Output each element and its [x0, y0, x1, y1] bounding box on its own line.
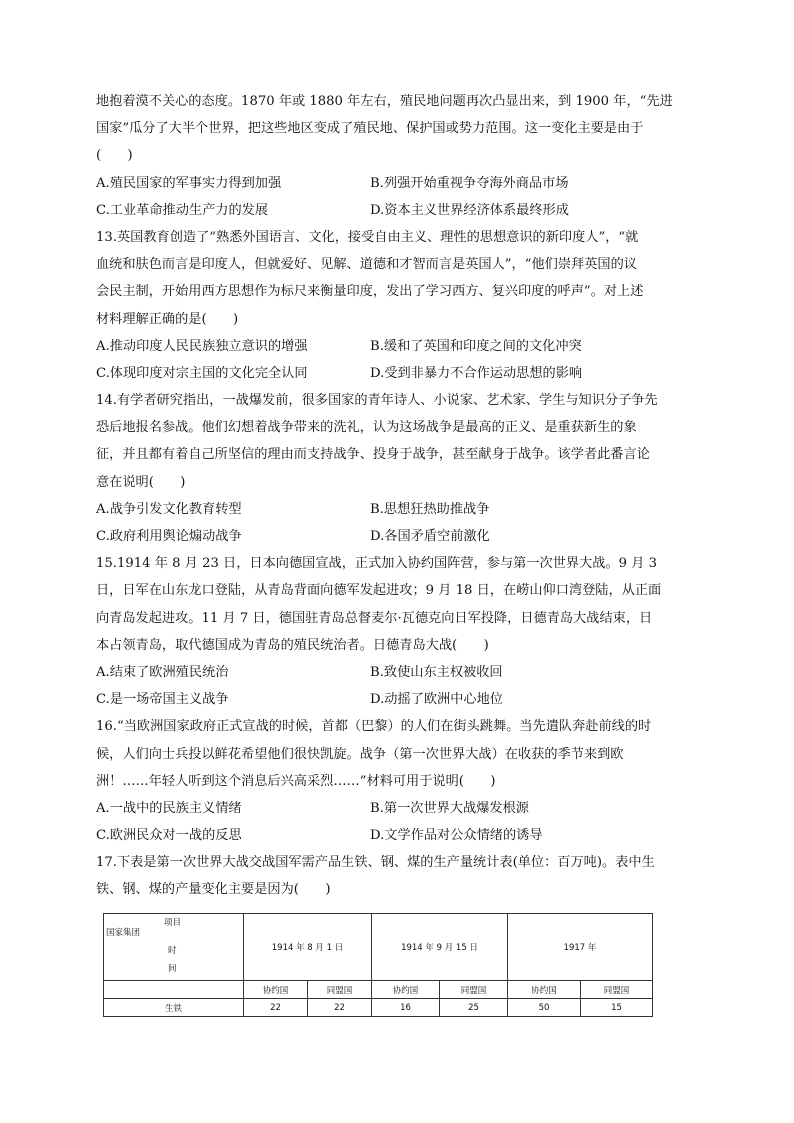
option-a[interactable]: A.战争引发文化教育转型 — [96, 501, 242, 517]
question-text-line: 洲！……年轻人听到这个消息后兴高采烈……”材料可用于说明( ) — [96, 773, 496, 789]
table-subheader: 协约国 — [372, 981, 440, 999]
question-text-line: 本占领青岛，取代德国成为青岛的殖民统治者。日德青岛大战( ) — [96, 637, 489, 653]
option-row — [96, 496, 696, 523]
table-header-period: 1917 年 — [508, 914, 653, 981]
table-cell: 15 — [581, 999, 653, 1017]
option-b[interactable]: B.列强开始重视争夺海外商品市场 — [370, 175, 569, 191]
option-row — [96, 686, 696, 713]
option-row — [96, 333, 696, 360]
option-c[interactable]: C.是一场帝国主义战争 — [96, 692, 229, 708]
question-13 — [96, 224, 696, 387]
table-subheader: 协约国 — [244, 981, 308, 999]
option-a[interactable]: A.殖民国家的军事实力得到加强 — [96, 175, 282, 191]
option-b[interactable]: B.第一次世界大战爆发根源 — [370, 800, 529, 816]
question-15 — [96, 550, 696, 713]
table-header-period: 1914 年 9 月 15 日 — [372, 914, 508, 981]
question-text-line: 国家”瓜分了大半个世界，把这些地区变成了殖民地、保护国或势力范围。这一变化主要是由于 — [96, 121, 644, 137]
option-row — [96, 197, 696, 224]
option-c[interactable]: C.体现印度对宗主国的文化完全认同 — [96, 365, 308, 381]
question-text-line: 铁、钢、煤的产量变化主要是因为( ) — [96, 882, 331, 898]
option-b[interactable]: B.缓和了英国和印度之间的文化冲突 — [370, 338, 582, 354]
table-cell: 16 — [372, 999, 440, 1017]
question-text-line: 地抱着漠不关心的态度。1870 年或 1880 年左右，殖民地问题再次凸显出来，到 1900 年，“先进 — [96, 94, 673, 109]
option-d[interactable]: D.资本主义世界经济体系最终形成 — [370, 202, 569, 218]
question-text-line: 候，人们向士兵投以鲜花希望他们很快凯旋。战争（第一次世界大战）在收获的季节来到欧 — [96, 746, 624, 762]
option-a[interactable]: A.推动印度人民民族独立意识的增强 — [96, 338, 308, 354]
table-row-label: 生铁 — [104, 999, 244, 1017]
table-corner-cell — [104, 914, 244, 981]
question-text-line: ( ) — [96, 148, 133, 164]
option-row — [96, 822, 696, 849]
option-d[interactable]: D.动摇了欧洲中心地位 — [370, 692, 503, 708]
table-header-period: 1914 年 8 月 1 日 — [244, 914, 372, 981]
table-subheader: 协约国 — [508, 981, 581, 999]
question-12 — [96, 88, 696, 224]
question-text-line: 意在说明( ) — [96, 474, 186, 490]
corner-item-label: 项目 — [164, 918, 182, 928]
option-row — [96, 795, 696, 822]
table-row — [104, 999, 653, 1017]
option-row — [96, 360, 696, 387]
corner-time-label-1: 时 — [168, 946, 177, 956]
table-subheader: 同盟国 — [308, 981, 372, 999]
question-text-line: 材料理解正确的是( ) — [96, 311, 239, 327]
question-text-line: 会民主制，开始用西方思想作为标尺来衡量印度，发出了学习西方、复兴印度的呼声”。对上述 — [96, 284, 644, 300]
question-text-line: 恐后地报名参战。他们幻想着战争带来的洗礼，认为这场战争是最高的正义、是重获新生的象 — [96, 420, 637, 436]
option-a[interactable]: A.一战中的民族主义情绪 — [96, 800, 242, 816]
exam-page — [96, 88, 696, 904]
question-text-line: 17.下表是第一次世界大战交战国军需产品生铁、钢、煤的生产量统计表(单位：百万吨)。表中生 — [96, 855, 655, 871]
table-cell: 22 — [308, 999, 372, 1017]
question-text-line: 15.1914 年 8 月 23 日，日本向德国宣战，正式加入协约国阵营，参与第一次世界大战。9 月 3 — [96, 556, 658, 572]
table-cell: 25 — [440, 999, 508, 1017]
option-c[interactable]: C.工业革命推动生产力的发展 — [96, 202, 269, 218]
option-c[interactable]: C.政府利用舆论煽动战争 — [96, 529, 242, 544]
question-text-line: 征，并且都有着自己所坚信的理由而支持战争、投身于战争，甚至献身于战争。该学者此番言论 — [96, 447, 650, 463]
option-a[interactable]: A.结束了欧洲殖民统治 — [96, 664, 229, 680]
option-c[interactable]: C.欧洲民众对一战的反思 — [96, 828, 242, 844]
table-subheader-empty — [104, 981, 244, 999]
question-14 — [96, 387, 696, 550]
option-d[interactable]: D.受到非暴力不合作运动思想的影响 — [370, 365, 583, 381]
question-text-line: 13.英国教育创造了“熟悉外国语言、文化，接受自由主义、理性的思想意识的新印度人”，“就 — [96, 229, 639, 245]
question-16 — [96, 713, 696, 849]
corner-time-label-2: 间 — [168, 964, 177, 974]
question-text-line: 向青岛发起进攻。11 月 7 日，德国驻青岛总督麦尔·瓦德克向日军投降，日德青岛大战结束，日 — [96, 610, 653, 626]
option-row — [96, 523, 696, 550]
option-b[interactable]: B.致使山东主权被收回 — [370, 664, 503, 680]
option-d[interactable]: D.各国矛盾空前激化 — [370, 529, 490, 544]
option-d[interactable]: D.文学作品对公众情绪的诱导 — [370, 828, 543, 844]
production-table — [103, 913, 653, 1017]
question-text-line: 血统和肤色而言是印度人，但就爱好、见解、道德和才智而言是英国人”，“他们崇拜英国的议 — [96, 257, 637, 273]
question-text-line: 日，日军在山东龙口登陆，从青岛背面向德军发起进攻；9 月 18 日，在崂山仰口湾登陆，从正面 — [96, 583, 662, 599]
question-text-line: 14.有学者研究指出，一战爆发前，很多国家的青年诗人、小说家、艺术家、学生与知识分子争先 — [96, 393, 658, 409]
option-row — [96, 659, 696, 686]
corner-group-label: 国家集团 — [106, 928, 141, 938]
option-row — [96, 170, 696, 197]
option-b[interactable]: B.思想狂热助推战争 — [370, 501, 490, 517]
table-cell: 50 — [508, 999, 581, 1017]
table-subheader: 同盟国 — [440, 981, 508, 999]
table-cell: 22 — [244, 999, 308, 1017]
table-subheader: 同盟国 — [581, 981, 653, 999]
question-17 — [96, 849, 696, 903]
question-text-line: 16.“当欧洲国家政府正式宣战的时候，首都（巴黎）的人们在街头跳舞。当先遣队奔赴前线的时 — [96, 719, 652, 735]
